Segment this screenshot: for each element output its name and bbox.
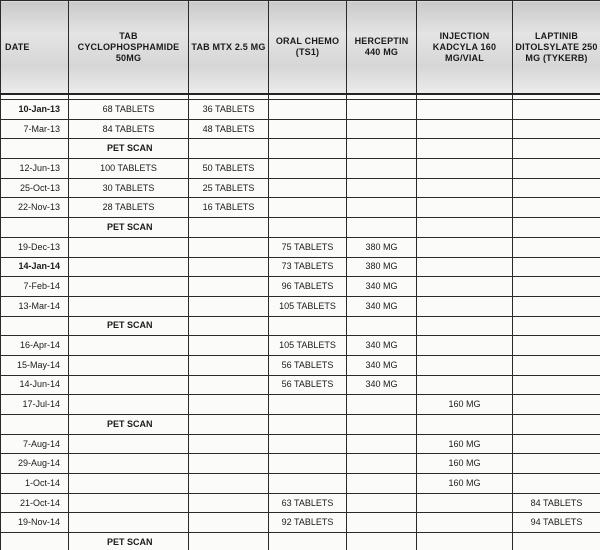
table-row [1,237,600,257]
empty-cell [417,316,513,336]
mtx-cell [189,434,269,454]
empty-cell [189,533,269,550]
oral-cell [269,434,347,454]
header-oral-chemo: ORAL CHEMO (TS1) [269,1,347,95]
herceptin-cell [347,159,417,179]
laptinib-cell [513,395,600,415]
herceptin-cell [347,513,417,533]
table-row [1,296,600,316]
table-row [1,119,600,139]
date-cell [1,415,69,435]
empty-cell [513,218,600,238]
kadcyla-cell [417,159,513,179]
date-cell [1,218,69,238]
cyclo-cell [69,237,189,257]
event-label: PET SCAN [69,139,189,159]
herceptin-cell [347,395,417,415]
empty-cell [189,415,269,435]
kadcyla-cell [417,237,513,257]
laptinib-cell [513,198,600,218]
herceptin-cell: 380 MG [347,237,417,257]
kadcyla-cell: 160 MG [417,434,513,454]
laptinib-cell [513,336,600,356]
event-row [1,533,600,550]
mtx-cell: 25 TABLETS [189,178,269,198]
empty-cell [417,218,513,238]
table-body [1,100,600,550]
laptinib-cell [513,237,600,257]
date-cell: 7-Mar-13 [1,119,69,139]
event-label: PET SCAN [69,218,189,238]
header-date: DATE [1,1,69,95]
empty-cell [269,316,347,336]
herceptin-cell: 340 MG [347,355,417,375]
table-row [1,493,600,513]
date-cell: 16-Apr-14 [1,336,69,356]
header-laptinib: LAPTINIB DITOLSYLATE 250 MG (TYKERB) [513,1,600,95]
empty-cell [189,218,269,238]
cyclo-cell [69,355,189,375]
kadcyla-cell [417,493,513,513]
oral-cell: 56 TABLETS [269,375,347,395]
herceptin-cell: 340 MG [347,296,417,316]
herceptin-cell [347,198,417,218]
cyclo-cell [69,395,189,415]
date-cell: 10-Jan-13 [1,100,69,120]
oral-cell: 63 TABLETS [269,493,347,513]
date-cell: 7-Feb-14 [1,277,69,297]
header-row [1,1,600,95]
mtx-cell: 48 TABLETS [189,119,269,139]
empty-cell [417,533,513,550]
herceptin-cell: 380 MG [347,257,417,277]
herceptin-cell [347,454,417,474]
table-row [1,100,600,120]
kadcyla-cell [417,277,513,297]
cyclo-cell [69,454,189,474]
laptinib-cell [513,434,600,454]
cyclo-cell [69,277,189,297]
mtx-cell: 50 TABLETS [189,159,269,179]
herceptin-cell: 340 MG [347,336,417,356]
table-row [1,159,600,179]
date-cell [1,533,69,550]
empty-cell [513,316,600,336]
cyclo-cell [69,375,189,395]
kadcyla-cell: 160 MG [417,395,513,415]
laptinib-cell [513,277,600,297]
mtx-cell [189,277,269,297]
herceptin-cell [347,100,417,120]
oral-cell [269,395,347,415]
empty-cell [347,139,417,159]
empty-cell [347,316,417,336]
herceptin-cell [347,178,417,198]
oral-cell: 75 TABLETS [269,237,347,257]
kadcyla-cell: 160 MG [417,454,513,474]
laptinib-cell [513,355,600,375]
table-row [1,513,600,533]
date-cell: 14-Jun-14 [1,375,69,395]
herceptin-cell: 340 MG [347,375,417,395]
table-row [1,198,600,218]
date-cell: 13-Mar-14 [1,296,69,316]
empty-cell [417,415,513,435]
oral-cell [269,119,347,139]
oral-cell: 105 TABLETS [269,336,347,356]
laptinib-cell [513,375,600,395]
cyclo-cell: 84 TABLETS [69,119,189,139]
laptinib-cell [513,474,600,494]
date-cell [1,139,69,159]
herceptin-cell: 340 MG [347,277,417,297]
oral-cell: 92 TABLETS [269,513,347,533]
laptinib-cell: 84 TABLETS [513,493,600,513]
date-cell [1,316,69,336]
empty-cell [347,415,417,435]
cyclo-cell [69,474,189,494]
header-herceptin: HERCEPTIN 440 MG [347,1,417,95]
mtx-cell [189,493,269,513]
event-label: PET SCAN [69,533,189,550]
mtx-cell: 36 TABLETS [189,100,269,120]
header-mtx: TAB MTX 2.5 MG [189,1,269,95]
date-cell: 29-Aug-14 [1,454,69,474]
cyclo-cell: 68 TABLETS [69,100,189,120]
table-row [1,336,600,356]
mtx-cell [189,395,269,415]
cyclo-cell [69,434,189,454]
empty-cell [189,139,269,159]
empty-cell [189,316,269,336]
kadcyla-cell: 160 MG [417,474,513,494]
kadcyla-cell [417,100,513,120]
mtx-cell [189,296,269,316]
mtx-cell [189,355,269,375]
cyclo-cell [69,257,189,277]
empty-cell [269,218,347,238]
cyclo-cell [69,513,189,533]
table-row [1,395,600,415]
empty-cell [513,139,600,159]
oral-cell: 56 TABLETS [269,355,347,375]
event-row [1,139,600,159]
herceptin-cell [347,474,417,494]
mtx-cell [189,454,269,474]
mtx-cell [189,375,269,395]
date-cell: 12-Jun-13 [1,159,69,179]
herceptin-cell [347,434,417,454]
laptinib-cell [513,296,600,316]
kadcyla-cell [417,119,513,139]
oral-cell: 96 TABLETS [269,277,347,297]
oral-cell [269,100,347,120]
kadcyla-cell [417,513,513,533]
empty-cell [269,139,347,159]
date-cell: 22-Nov-13 [1,198,69,218]
date-cell: 1-Oct-14 [1,474,69,494]
laptinib-cell [513,100,600,120]
kadcyla-cell [417,178,513,198]
kadcyla-cell [417,296,513,316]
empty-cell [513,533,600,550]
event-label: PET SCAN [69,415,189,435]
date-cell: 14-Jan-14 [1,257,69,277]
date-cell: 19-Nov-14 [1,513,69,533]
laptinib-cell: 94 TABLETS [513,513,600,533]
empty-cell [347,533,417,550]
mtx-cell: 16 TABLETS [189,198,269,218]
cyclo-cell [69,493,189,513]
date-cell: 15-May-14 [1,355,69,375]
empty-cell [417,139,513,159]
table-row [1,375,600,395]
oral-cell [269,474,347,494]
laptinib-cell [513,178,600,198]
kadcyla-cell [417,257,513,277]
event-row [1,218,600,238]
table-row [1,178,600,198]
header-kadcyla: INJECTION KADCYLA 160 MG/VIAL [417,1,513,95]
empty-cell [269,415,347,435]
mtx-cell [189,336,269,356]
cyclo-cell: 30 TABLETS [69,178,189,198]
mtx-cell [189,474,269,494]
table-row [1,474,600,494]
cyclo-cell [69,296,189,316]
laptinib-cell [513,159,600,179]
kadcyla-cell [417,355,513,375]
event-row [1,415,600,435]
table-row [1,355,600,375]
table-row [1,277,600,297]
kadcyla-cell [417,336,513,356]
table-row [1,454,600,474]
oral-cell: 73 TABLETS [269,257,347,277]
kadcyla-cell [417,375,513,395]
mtx-cell [189,237,269,257]
laptinib-cell [513,454,600,474]
kadcyla-cell [417,198,513,218]
empty-cell [269,533,347,550]
oral-cell [269,178,347,198]
header-cyclophosphamide: TAB CYCLOPHOSPHAMIDE 50MG [69,1,189,95]
herceptin-cell [347,119,417,139]
table-row [1,257,600,277]
date-cell: 7-Aug-14 [1,434,69,454]
date-cell: 25-Oct-13 [1,178,69,198]
oral-cell [269,159,347,179]
oral-cell [269,198,347,218]
empty-cell [513,415,600,435]
cyclo-cell: 100 TABLETS [69,159,189,179]
mtx-cell [189,513,269,533]
date-cell: 19-Dec-13 [1,237,69,257]
empty-cell [347,218,417,238]
oral-cell: 105 TABLETS [269,296,347,316]
date-cell: 21-Oct-14 [1,493,69,513]
laptinib-cell [513,119,600,139]
event-label: PET SCAN [69,316,189,336]
mtx-cell [189,257,269,277]
cyclo-cell: 28 TABLETS [69,198,189,218]
oral-cell [269,454,347,474]
table-row [1,434,600,454]
cyclo-cell [69,336,189,356]
herceptin-cell [347,493,417,513]
laptinib-cell [513,257,600,277]
event-row [1,316,600,336]
date-cell: 17-Jul-14 [1,395,69,415]
